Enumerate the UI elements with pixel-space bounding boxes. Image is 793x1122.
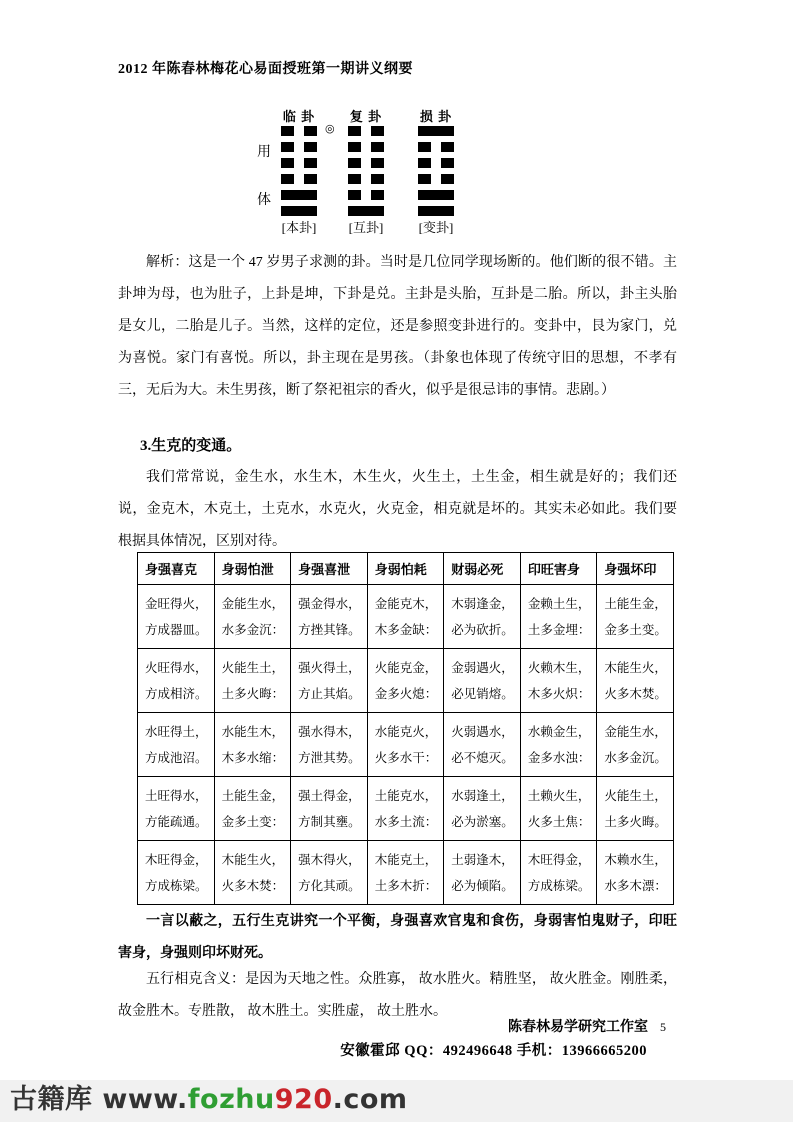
table-cell [291,841,368,905]
table-row [138,841,674,905]
yin-line-block [418,158,431,168]
yin-line [281,158,317,168]
yin-line-block [348,158,361,168]
yin-line-block [281,158,294,168]
yin-line [418,142,454,152]
table-cell [444,713,521,777]
analysis-paragraph: 解析：这是一个 47 岁男子求测的卦。当时是几位同学现场断的。他们断的很不错。主卦坤为母，也为肚子，上卦是坤，下卦是兑。主卦是头胎，互卦是二胎。所以，卦主头胎是女儿，二胎是儿子。当然，这样的定位，还是参照变卦进行的。变卦中，艮为家门，兑为喜悦。家门有喜悦。所以，卦主现在是男孩。（卦象也体现了传统守旧的思想，不孝有三，无后为大。未生男孩，断了祭祀祖宗的香火，似乎是很忌讳的事情。悲剧。） [118,255,677,398]
table-cell-line: 金多火熄： [374,686,438,701]
table-cell [138,777,215,841]
table-cell [597,841,674,905]
table-cell-line: 金能生水， [221,596,285,611]
table-row [138,585,674,649]
table-cell-line: 木弱逢金， [451,596,514,611]
table-cell [214,841,291,905]
table-cell-line: 土旺得水， [145,788,208,803]
table-cell-line: 强火得土， [298,660,361,675]
table-cell-line: 水多木漂： [604,878,667,893]
table-cell [520,585,597,649]
table-header-row [138,553,674,585]
table-cell-line: 水多金沉： [221,622,285,637]
yin-line [281,126,317,136]
ti-label: 体 [257,193,271,208]
hexagram-caption: [互卦] [348,220,384,235]
table-cell-line: 金弱遇火， [451,660,514,675]
intro-paragraph: 我们常常说，金生水，水生木，木生火，火生土，土生金，相生就是好的；我们还说，金克木，木克土，土克水，水克火，火克金，相克就是坏的。其实未必如此。我们要根据具体情况，区别对待。 [118,470,677,549]
table-cell-line: 方止其焰。 [298,686,361,701]
wuxing-table [137,552,674,905]
yin-line-block [371,126,384,136]
table-cell-line: 方泄其势。 [298,750,361,765]
yin-line-block [304,126,317,136]
table-cell [520,649,597,713]
yin-line-block [441,142,454,152]
table-header-cell: 印旺害身 [520,553,597,585]
summary-paragraph: 一言以蔽之，五行生克讲究一个平衡，身强喜欢官鬼和食伤，身弱害怕鬼财子，印旺害身，身强则印坏财死。 [118,914,677,961]
table-header-cell: 身强坏印 [597,553,674,585]
yin-line-block [418,142,431,152]
yin-line-block [281,142,294,152]
table-cell-line: 火多土焦： [527,814,591,829]
table-cell-line: 方能疏通。 [145,814,208,829]
table-cell-line: 金多土变。 [604,622,667,637]
table-cell [214,713,291,777]
hexagram-caption: [本卦] [281,220,317,235]
table-cell-line: 水多土流： [374,814,438,829]
hexagram-lines [418,126,454,222]
yin-line-block [304,142,317,152]
yin-line-block [371,158,384,168]
watermark-text [10,1080,408,1122]
table-cell-line: 强土得金， [298,788,361,803]
table-cell-line: 方挫其锋。 [298,622,361,637]
table-cell [367,713,444,777]
table-cell [367,649,444,713]
yin-line [418,174,454,184]
table-row [138,713,674,777]
table-cell [520,841,597,905]
table-cell [138,841,215,905]
studio-name: 陈春林易学研究工作室 [508,1020,648,1035]
table-cell-line: 木多金缺： [374,622,438,637]
table-cell-line: 木赖水生， [604,852,667,867]
table-header-cell: 身弱怕泄 [214,553,291,585]
table-cell-line: 强水得木， [298,724,361,739]
yin-line-block [371,190,384,200]
watermark-segment: 古籍库 [10,1084,103,1115]
table-cell-line: 金能克木， [374,596,438,611]
wuxing-table-body [138,585,674,905]
table-cell [291,713,368,777]
yin-line-block [348,190,361,200]
yang-line [418,126,454,136]
yang-line [418,190,454,200]
table-cell-line: 金能生水， [604,724,667,739]
table-cell-line: 火赖木生， [527,660,591,675]
watermark-segment: fozhu [187,1084,275,1115]
table-cell-line: 方化其顽。 [298,878,361,893]
table-cell-line: 土多火晦： [221,686,285,701]
table-cell-line: 土多木折： [374,878,438,893]
table-cell-line: 方成池沼。 [145,750,208,765]
table-cell-line: 方成栋梁。 [527,878,591,893]
yin-line-block [281,174,294,184]
table-cell [367,777,444,841]
table-cell [444,777,521,841]
table-cell [367,585,444,649]
table-cell-line: 必不熄灭。 [451,750,514,765]
table-cell [214,777,291,841]
table-cell-line: 土多金埋： [527,622,591,637]
hexagram-title: 复 卦 [349,109,383,124]
table-cell-line: 土赖火生， [527,788,591,803]
table-cell [444,649,521,713]
table-cell-line: 方制其壅。 [298,814,361,829]
closing-paragraph: 五行相克含义：是因为天地之性。众胜寡， 故水胜火。精胜坚， 故火胜金。刚胜柔，故金胜木。专胜散， 故木胜土。实胜虚， 故土胜水。 [118,972,677,1019]
hexagram-lines [281,126,317,222]
yin-line-block [441,158,454,168]
yin-line-block [418,174,431,184]
hexagram-title: 临 卦 [282,109,316,124]
yin-line-block [348,142,361,152]
table-cell [597,649,674,713]
footer-contact-line: 安徽霍邱 QQ：492496648 手机：13966665200 [340,1043,647,1059]
table-cell-line: 金多土变： [221,814,285,829]
table-cell-line: 必为砍折。 [451,622,514,637]
table-cell [444,841,521,905]
yin-line [348,190,384,200]
table-cell-line: 方成器皿。 [145,622,208,637]
table-header-cell: 身弱怕耗 [367,553,444,585]
table-header-cell: 身强喜克 [138,553,215,585]
yin-line [418,158,454,168]
table-cell-line: 木旺得金， [145,852,208,867]
table-cell-line: 必见销熔。 [451,686,514,701]
yin-line-block [371,142,384,152]
yin-line-block [371,174,384,184]
table-cell-line: 土能克水， [374,788,438,803]
table-cell-line: 必为倾陷。 [451,878,514,893]
table-cell-line: 木能生火， [221,852,285,867]
yang-line [281,206,317,216]
table-cell-line: 金赖土生， [527,596,591,611]
watermark-segment: .com [332,1084,408,1115]
table-cell-line: 水旺得土， [145,724,208,739]
table-cell-line: 火多木焚： [221,878,285,893]
table-cell [214,585,291,649]
page-header-title: 2012 年陈春林梅花心易面授班第一期讲义纲要 [118,62,413,77]
table-cell-line: 金多水浊： [527,750,591,765]
table-cell-line: 火能克金， [374,660,438,675]
table-cell-line: 土弱逢木， [451,852,514,867]
footer-studio-line [508,1016,666,1036]
yin-line [281,142,317,152]
table-cell [520,777,597,841]
table-cell-line: 水弱逢土， [451,788,514,803]
table-cell-line: 土能生金， [604,596,667,611]
yin-line [348,158,384,168]
table-cell-line: 火旺得水， [145,660,208,675]
yin-line-block [348,126,361,136]
table-row [138,649,674,713]
table-cell-line: 木能克土， [374,852,438,867]
table-cell [597,777,674,841]
yin-line-block [441,174,454,184]
table-cell [597,713,674,777]
page-number: 5 [660,1020,666,1034]
yin-line-block [348,174,361,184]
table-row [138,777,674,841]
hexagram-caption: [变卦] [418,220,454,235]
yang-line [281,190,317,200]
table-cell-line: 火多水干： [374,750,438,765]
table-cell-line: 火能生土， [221,660,285,675]
table-cell-line: 方成相济。 [145,686,208,701]
table-cell-line: 水多金沉。 [604,750,667,765]
table-cell-line: 水赖金生， [527,724,591,739]
table-cell-line: 木能生火， [604,660,667,675]
yin-line [281,174,317,184]
yin-line-block [304,174,317,184]
table-cell-line: 水能生木， [221,724,285,739]
table-cell [444,585,521,649]
table-cell-line: 金旺得火， [145,596,208,611]
table-cell-line: 木多水缩： [221,750,285,765]
hexagram-lines [348,126,384,222]
yin-line [348,126,384,136]
table-cell-line: 木多火炽： [527,686,591,701]
yin-line-block [304,158,317,168]
table-cell-line: 木旺得金， [527,852,591,867]
table-cell-line: 火弱遇水， [451,724,514,739]
watermark-bar [0,1080,793,1122]
table-header-cell: 财弱必死 [444,553,521,585]
yang-line [348,206,384,216]
watermark-segment: www. [102,1084,188,1115]
table-cell-line: 火多木焚。 [604,686,667,701]
table-cell-line: 必为淤塞。 [451,814,514,829]
table-cell [291,777,368,841]
table-cell [291,649,368,713]
table-cell [597,585,674,649]
section-heading: 3.生克的变通。 [140,438,242,454]
table-cell [214,649,291,713]
table-cell [138,585,215,649]
yin-line-block [281,126,294,136]
table-cell-line: 水能克火， [374,724,438,739]
watermark-segment: 920 [274,1084,333,1115]
table-cell-line: 土多火晦。 [604,814,667,829]
wuxing-table-head [138,553,674,585]
table-cell [520,713,597,777]
table-cell [138,649,215,713]
yong-label: 用 [257,145,271,160]
moving-line-marker-icon: ◎ [325,123,335,135]
table-cell-line: 火能生土， [604,788,667,803]
hexagram-title: 损 卦 [419,109,453,124]
table-cell-line: 强金得水， [298,596,361,611]
hexagram-figure [0,104,793,238]
table-cell [138,713,215,777]
table-cell-line: 方成栋梁。 [145,878,208,893]
table-cell-line: 强木得火， [298,852,361,867]
yang-line [418,206,454,216]
table-cell [291,585,368,649]
table-cell-line: 土能生金， [221,788,285,803]
table-header-cell: 身强喜泄 [291,553,368,585]
yin-line [348,142,384,152]
yin-line [348,174,384,184]
table-cell [367,841,444,905]
